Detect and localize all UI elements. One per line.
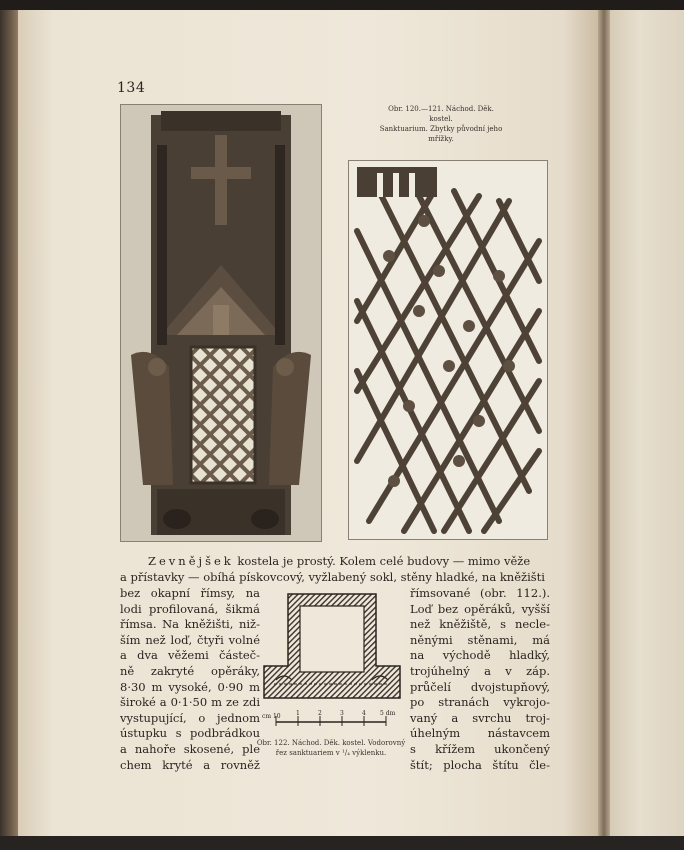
caption-line: Sanktuarium. Zbytky původní jeho [379, 125, 503, 133]
facing-page-edge [610, 10, 684, 836]
figure-caption-122 [256, 738, 406, 758]
scale-end-label: 5 dm [380, 710, 396, 717]
spaced-word: Zevnějšek [148, 554, 234, 568]
text-line: s křížem ukončený [410, 741, 550, 756]
text-line: úhelným nástavcem [410, 726, 550, 741]
text-line: na východě hladký, [410, 648, 550, 663]
text-line: bez okapní římsy, na [120, 586, 260, 600]
text-line: a nahoře skosené, ple [120, 741, 260, 756]
text-line: než kněžiště, s necle- [410, 617, 550, 632]
text-line: průčelí dvojstupňový, [410, 679, 550, 694]
text-line: římsa. Na kněžišti, niž- [120, 617, 260, 632]
text-line: Loď bez opěráků, vyšší [410, 601, 550, 616]
text-line: vystupující, o jednom [120, 710, 260, 725]
text-line: římsované (obr. 112.). [410, 586, 550, 600]
text-line: trojúhelný a v záp. [410, 663, 550, 678]
text-line: štít; plocha štítu čle- [410, 757, 550, 772]
sanctuary-photo [120, 104, 322, 542]
caption-line: Obr. 120.—121. Náchod. Děk. kostel. [388, 105, 494, 123]
figure-caption-120-121 [376, 104, 506, 144]
left-text-column [120, 586, 260, 773]
caption-line: Obr. 122. Náchod. Děk. kostel. Vodorovný [256, 739, 406, 747]
caption-line: řez sanktuariem v ¹/₄ výklenku. [275, 749, 387, 757]
text-line: 8·30 m vysoké, 0·90 m [120, 679, 260, 694]
text-line: po stranách vykrojo- [410, 695, 550, 710]
scale-tick-label: 3 [340, 710, 344, 717]
lattice-photo [348, 160, 548, 540]
text-line: ně zakryté opěráky, [120, 663, 260, 678]
book-binding-edge [0, 10, 18, 850]
scale-start-label: cm 10 [262, 713, 281, 720]
scale-tick-label: 2 [318, 710, 322, 717]
scale-tick-label: 4 [362, 710, 366, 717]
floor-plan-drawing [258, 588, 408, 736]
scan-bottom-edge [0, 836, 684, 850]
scan-top-edge [0, 0, 684, 10]
text-line: něnými stěnami, má [410, 632, 550, 647]
body-line-2: a přístavky — obíhá pískovcový, vyžlabený sokl, stěny hladké, na kněžišti [120, 570, 545, 584]
text-line: a dva věžemi částeč- [120, 648, 260, 663]
text-line: široké a 0·1·50 m ze zdi [120, 695, 260, 710]
text-line: lodi profilovaná, šikmá [120, 601, 260, 616]
sanctuary-illustration [121, 105, 321, 541]
scale-tick-label: 1 [296, 710, 300, 717]
book-gutter [598, 10, 610, 836]
body-text: kostela je prostý. Kolem celé budovy — mimo věže [233, 554, 531, 568]
text-line: ším než loď, čtyři volné [120, 632, 260, 647]
lattice-illustration [349, 161, 547, 539]
body-line-1 [120, 554, 550, 570]
text-line: vaný a svrchu troj- [410, 710, 550, 725]
right-text-column [410, 586, 550, 773]
text-line: chem kryté a rovněž [120, 757, 260, 772]
page-number: 134 [117, 80, 146, 96]
text-line: ústupku s podbrádkou [120, 726, 260, 741]
sanctuary-floor-plan [258, 588, 408, 736]
caption-line: mřížky. [428, 135, 454, 143]
